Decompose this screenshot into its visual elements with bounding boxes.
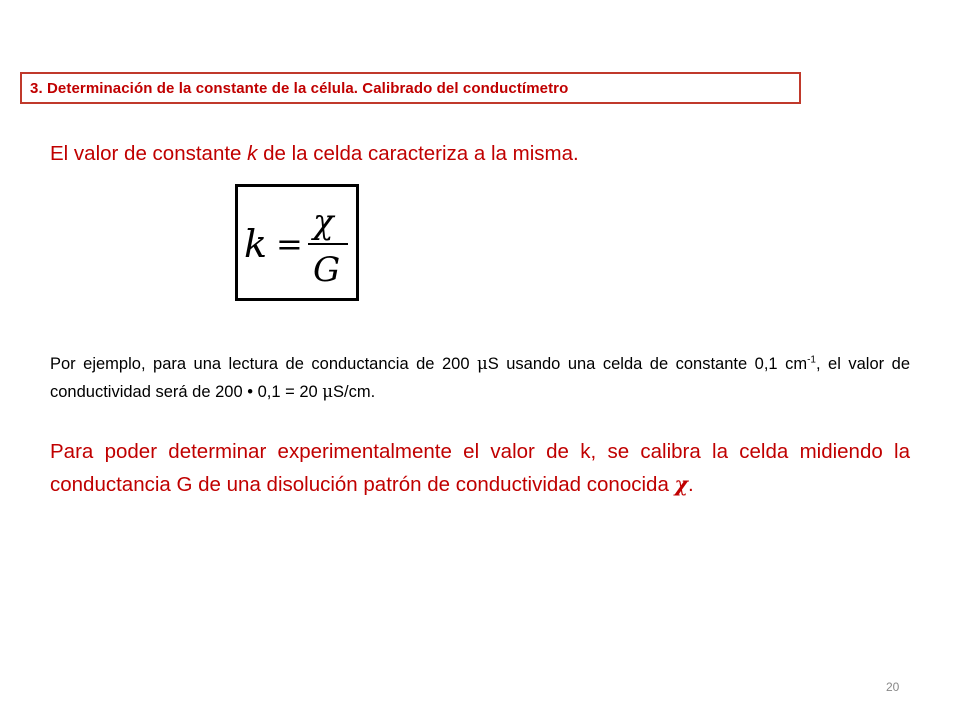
calibration-end: . <box>688 473 694 496</box>
intro-variable-k: k <box>247 142 258 165</box>
section-header-title: 3. Determinación de la constante de la célula. Calibrado del conductímetro <box>30 80 569 97</box>
calibration-paragraph <box>50 435 910 501</box>
example-text-3: , el valor de conductividad será de 200 • 0,1 = 20 <box>50 355 910 401</box>
mu-symbol-2: μ <box>322 382 333 401</box>
formula-numerator-chi: χ <box>313 202 334 242</box>
cell-constant-formula <box>238 187 356 298</box>
example-text-2: S usando una celda de constante 0,1 cm <box>487 355 808 373</box>
page-number: 20 <box>886 680 900 694</box>
example-superscript: -1 <box>807 354 816 366</box>
example-paragraph <box>50 350 910 406</box>
example-text-4: S/cm. <box>333 383 376 401</box>
formula-equals: = <box>276 225 303 263</box>
example-text-1: Por ejemplo, para una lectura de conductancia de 200 <box>50 355 477 373</box>
formula-lhs-k: k <box>244 222 268 266</box>
intro-sentence <box>50 142 579 166</box>
formula-box <box>235 184 359 301</box>
calibration-text: Para poder determinar experimentalmente el valor de k, se calibra la celda midiendo la conductancia G de una disolución patrón de conductividad conocida <box>50 440 910 496</box>
intro-text-after: de la celda caracteriza a la misma. <box>257 142 579 165</box>
formula-denominator-g: G <box>313 250 341 290</box>
chi-symbol: χ <box>674 472 689 496</box>
intro-text-before: El valor de constante <box>50 142 248 165</box>
section-header-box <box>20 72 801 104</box>
mu-symbol-1: μ <box>476 354 488 373</box>
